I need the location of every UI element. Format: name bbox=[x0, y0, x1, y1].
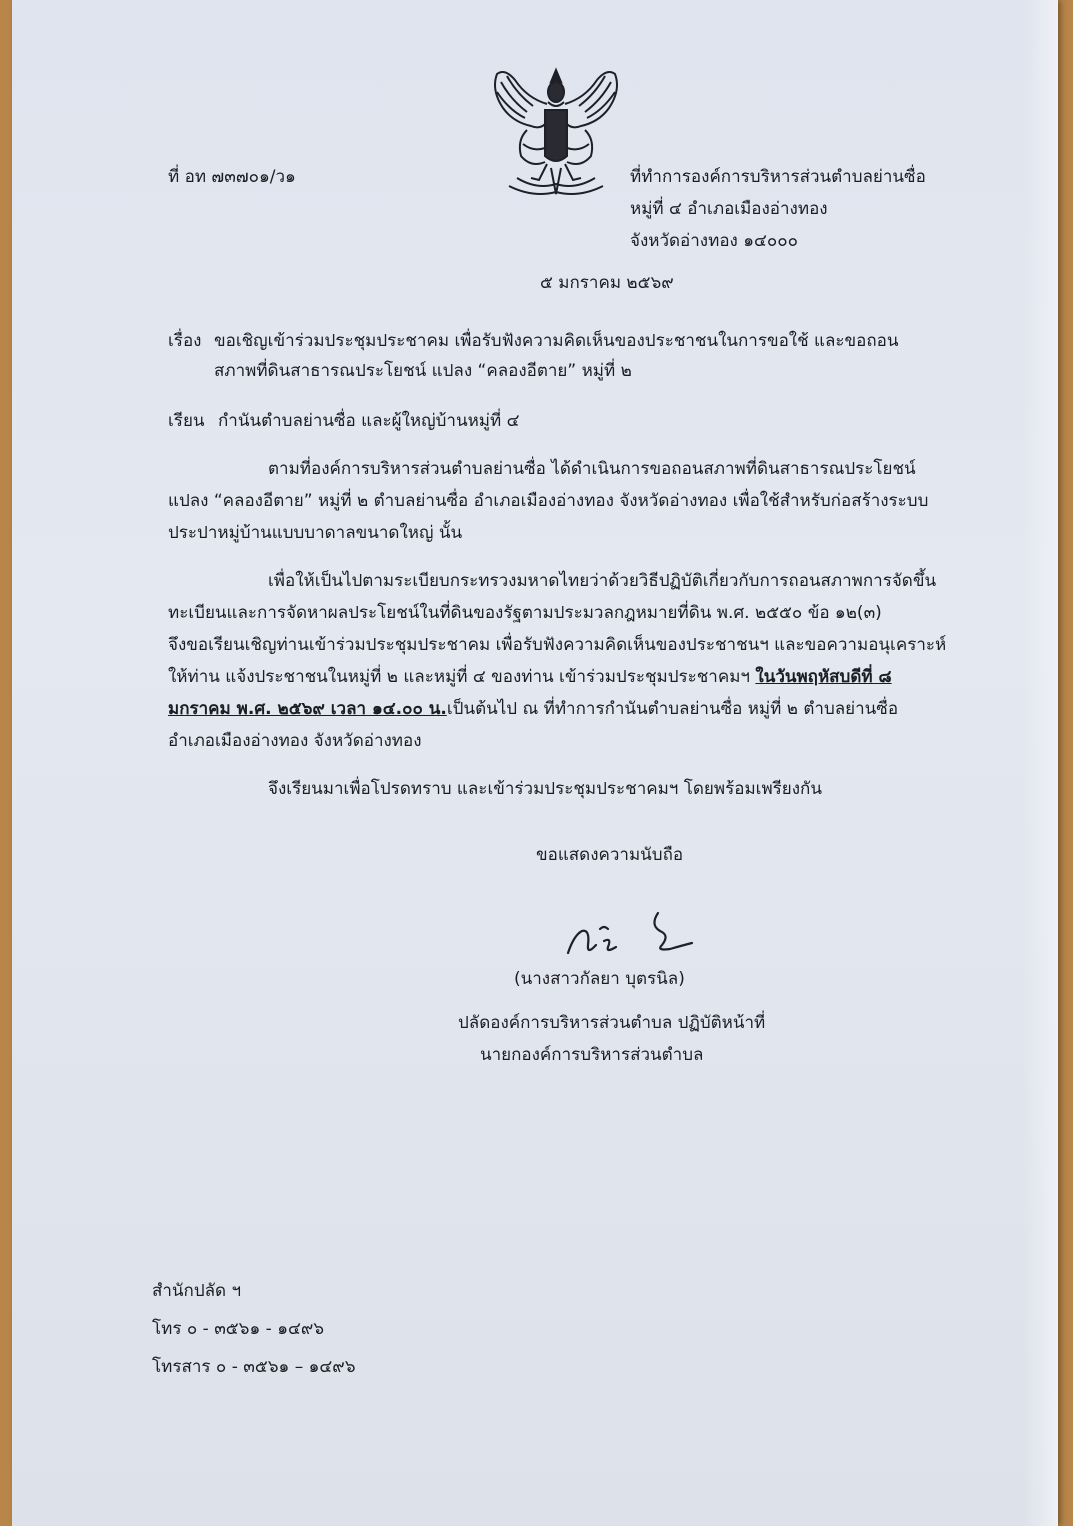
office-address-line-1: ที่ทำการองค์การบริหารส่วนตำบลย่านซื่อ bbox=[630, 167, 926, 187]
signer-title-2: นายกองค์การบริหารส่วนตำบล bbox=[480, 1045, 704, 1065]
meeting-day-highlight: ในวันพฤหัสบดีที่ ๘ bbox=[755, 667, 892, 687]
paragraph-2-line-1: เพื่อให้เป็นไปตามระเบียบกระทรวงมหาดไทยว่าด้วยวิธีปฏิบัติเกี่ยวกับการถอนสภาพการจัดขึ้น bbox=[268, 571, 937, 591]
office-address-line-3: จังหวัดอ่างทอง ๑๔๐๐๐ bbox=[630, 231, 799, 251]
handwritten-signature bbox=[560, 905, 710, 965]
subject-line-1: ขอเชิญเข้าร่วมประชุมประชาคม เพื่อรับฟังความคิดเห็นของประชาชนในการขอใช้ และขอถอน bbox=[214, 331, 899, 351]
reference-number: ที่ อท ๗๓๗๐๑/ว๑ bbox=[168, 167, 296, 187]
paragraph-2-line-5 bbox=[168, 698, 958, 720]
office-address-line-2: หมู่ที่ ๔ อำเภอเมืองอ่างทอง bbox=[630, 199, 828, 219]
paragraph-2-line-6: อำเภอเมืองอ่างทอง จังหวัดอ่างทอง bbox=[168, 731, 422, 751]
signer-name: (นางสาวกัลยา บุตรนิล) bbox=[514, 969, 685, 989]
paragraph-2-line-2: ทะเบียนและการจัดหาผลประโยชน์ในที่ดินของรัฐตามประมวลกฎหมายที่ดิน พ.ศ. ๒๕๕๐ ข้อ ๑๒(๓) bbox=[168, 603, 882, 623]
paragraph-2-line-4-text: ให้ท่าน แจ้งประชาชนในหมู่ที่ ๒ และหมู่ที่ ๔ ของท่าน เข้าร่วมประชุมประชาคมฯ bbox=[168, 667, 756, 687]
complimentary-close: ขอแสดงความนับถือ bbox=[536, 845, 684, 865]
subject-label: เรื่อง bbox=[168, 331, 202, 351]
letter-page bbox=[12, 0, 1058, 1526]
letter-date: ๕ มกราคม ๒๕๖๙ bbox=[540, 273, 674, 293]
footer-office: สำนักปลัด ฯ bbox=[152, 1281, 242, 1301]
footer-telephone: โทร ๐ - ๓๕๖๑ - ๑๔๙๖ bbox=[152, 1319, 325, 1339]
closing-sentence: จึงเรียนมาเพื่อโปรดทราบ และเข้าร่วมประชุมประชาคมฯ โดยพร้อมเพรียงกัน bbox=[268, 779, 822, 799]
paragraph-1-line-3: ประปาหมู่บ้านแบบบาดาลขนาดใหญ่ นั้น bbox=[168, 523, 463, 543]
paragraph-2-line-5-text: เป็นต้นไป ณ ที่ทำการกำนันตำบลย่านซื่อ หมู่ที่ ๒ ตำบลย่านซื่อ bbox=[446, 699, 899, 719]
salutation-label: เรียน bbox=[168, 411, 205, 431]
paragraph-2-line-4 bbox=[168, 666, 958, 688]
signer-title-1: ปลัดองค์การบริหารส่วนตำบล ปฏิบัติหน้าที่ bbox=[458, 1013, 766, 1033]
salutation-recipient: กำนันตำบลย่านซื่อ และผู้ใหญ่บ้านหมู่ที่ ๔ bbox=[218, 411, 520, 431]
footer-fax: โทรสาร ๐ - ๓๕๖๑ – ๑๔๙๖ bbox=[152, 1357, 356, 1377]
paragraph-2-line-3: จึงขอเรียนเชิญท่านเข้าร่วมประชุมประชาคม เพื่อรับฟังความคิดเห็นของประชาชนฯ และขอความอนุเคราะห์ bbox=[168, 635, 947, 655]
paragraph-1-line-2: แปลง “คลองอีตาย” หมู่ที่ ๒ ตำบลย่านซื่อ อำเภอเมืองอ่างทอง จังหวัดอ่างทอง เพื่อใช้สำหรับก่อสร้างระบบ bbox=[168, 491, 929, 511]
meeting-time-highlight: มกราคม พ.ศ. ๒๕๖๙ เวลา ๑๔.๐๐ น. bbox=[168, 699, 447, 719]
paragraph-1-line-1: ตามที่องค์การบริหารส่วนตำบลย่านซื่อ ได้ดำเนินการขอถอนสภาพที่ดินสาธารณประโยชน์ bbox=[268, 459, 916, 479]
garuda-emblem-icon bbox=[487, 60, 625, 200]
subject-line-2: สภาพที่ดินสาธารณประโยชน์ แปลง “คลองอีตาย” หมู่ที่ ๒ bbox=[214, 361, 632, 381]
